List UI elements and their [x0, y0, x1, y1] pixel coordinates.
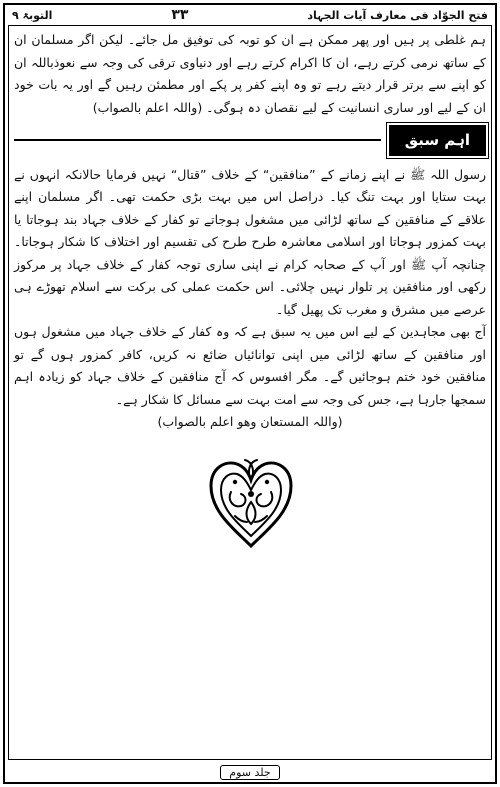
closing-dua: (واللہ المستعان وھو اعلم بالصواب) [157, 414, 343, 429]
volume-label: جلد سوم [220, 765, 279, 780]
heading-rule [14, 139, 381, 141]
surah-label: التوبۃ ۹ [12, 8, 53, 22]
paragraph-2: رسول اللہ ﷺ نے اپنے زمانے کے ”منافقین“ کے خلاف ”قتال“ نہیں فرمایا حالانکہ انہوں نے بہت ستایا اور بہت تنگ کیا۔ دراصل اس میں بہت بڑی حکمت تھی۔ اگر مسلمان اپنے علاقے کے منافقین کے ساتھ لڑائی میں مشغول ہوجاتے تو کفار کے خلاف جہاد بند ہوجاتا یا بہت کمزور ہوجاتا اور اسلامی معاشرہ طرح طرح کی تقسیم اور اختلاف کا شکار ہوجاتا۔ چنانچہ آپ ﷺ اور آپ کے صحابہ کرام نے اپنی ساری توجہ کفار کے خلاف جہاد پر مرکوز رکھی اور منافقین پر تلوار نہیں چلائی۔ اس حکمت عملی کی برکت سے اسلام تھوڑے ہی عرصے میں مشرق و مغرب تک پھیل گیا۔ [14, 166, 486, 317]
heart-ornament-icon [205, 452, 297, 550]
page-number: ۳۳ [171, 7, 189, 23]
paragraph-3: آج بھی مجاہدین کے لیے اس میں یہ سبق ہے کہ وہ کفار کے خلاف جہاد میں مشغول ہوں اور منافقین کے ساتھ لڑائی میں اپنی توانائیاں ضائع نہ کریں، کافر کمزور ہوں گے تو منافقین خود ختم ہوجائیں گے۔ مگر افسوس کہ آج منافقین کے خلاف جہاد کو زیادہ اہم سمجھا جارہا ہے، جس کی وجہ سے امت بہت سے مسائل کا شکار ہے۔ [14, 324, 486, 407]
page-header [8, 5, 492, 25]
book-title: فتح الجوّاد فی معارف آیات الجہاد [307, 8, 488, 22]
page-body [14, 29, 486, 434]
page-footer [0, 760, 500, 784]
section-heading-label: اہم سبق [389, 125, 486, 156]
paragraph-1: ہم غلطی پر ہیں اور پھر ممکن ہے ان کو توبہ کی توفیق مل جائے۔ لیکن اگر مسلمان ان کے ساتھ نرمی کرتے رہے، ان کا اکرام کرتے رہے اور دنیاوی ترقی کی وجہ سے نعوذباللہ ان کو اپنے سے برتر قرار دیتے رہے تو وہ اپنے کفر پر پکے اور مطمئن رہیں گے اور یہ بات خود ان کے لیے اور ساری انسانیت کے لیے نقصان دہ ہوگی۔ (واللہ اعلم بالصواب) [14, 32, 486, 115]
section-heading [14, 125, 486, 156]
